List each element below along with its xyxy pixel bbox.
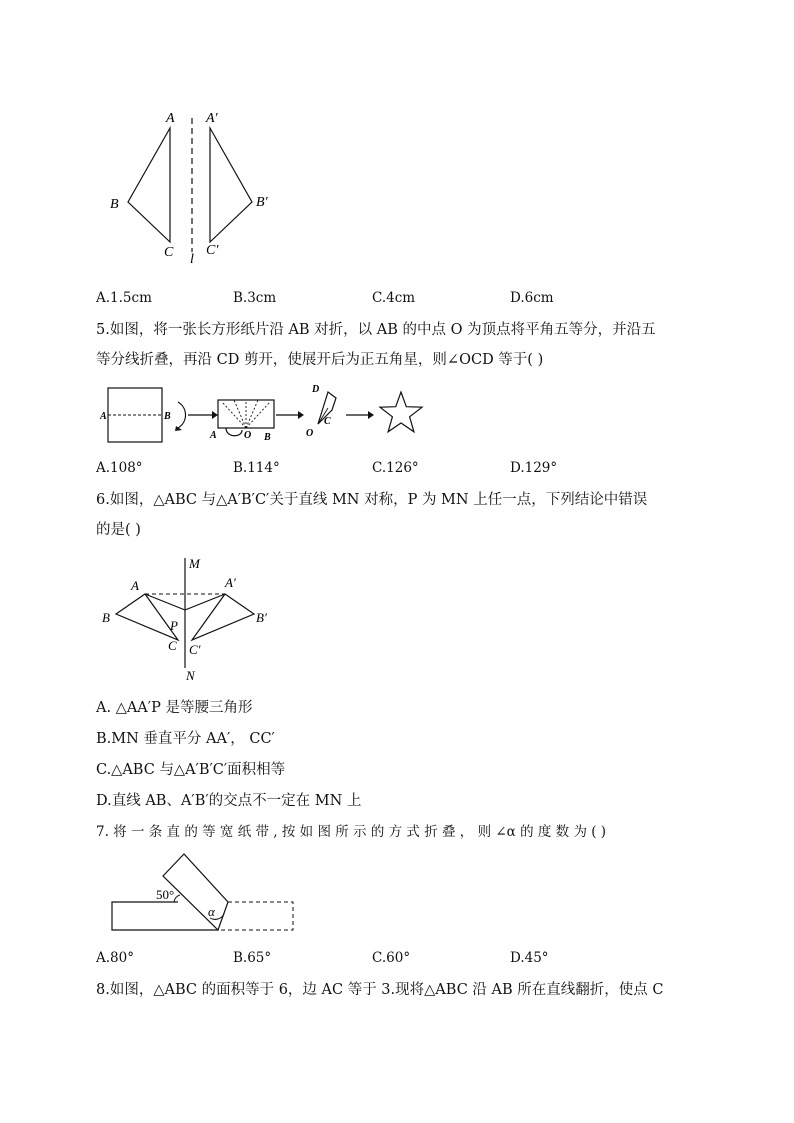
- q7-option-d: D.45°: [510, 950, 549, 966]
- label-O: O: [244, 430, 252, 441]
- q4-option-d: D.6cm: [510, 290, 554, 306]
- star-icon: [380, 392, 422, 432]
- label-O2: O: [306, 428, 314, 439]
- figure-q6-symmetry: [100, 552, 280, 684]
- label-M: M: [189, 556, 200, 571]
- label-B: B: [102, 610, 110, 625]
- triangle-a2b2c2: [210, 128, 252, 242]
- arrow-right-icon: [212, 411, 218, 419]
- figure-q4-reflection: [100, 100, 290, 270]
- q5-option-c: C.126°: [372, 460, 419, 476]
- label-A2: A: [210, 430, 217, 441]
- label-A: A: [131, 578, 139, 593]
- label-alpha: α: [208, 904, 215, 919]
- label-N: N: [186, 668, 195, 683]
- label-B: B: [164, 411, 171, 422]
- arrow-right-icon: [298, 411, 304, 419]
- q6-option-a: A. △AA′P 是等腰三角形: [96, 700, 253, 716]
- triangle-a2b2c2: [192, 594, 254, 640]
- label-P: P: [170, 618, 178, 633]
- q7-option-c: C.60°: [372, 950, 411, 966]
- q5-stem-line1: 5.如图，将一张长方形纸片沿 AB 对折，以 AB 的中点 O 为顶点将平角五等分，并沿五: [96, 322, 656, 338]
- label-C: C: [164, 245, 174, 260]
- label-C2: C′: [206, 243, 219, 258]
- label-B: B: [110, 197, 119, 212]
- triangle-abc: [128, 128, 170, 242]
- figure-q7-paper-strip: [100, 848, 310, 938]
- q6-stem-line2: 的是( ): [96, 522, 141, 538]
- fold-curl-icon: [226, 428, 242, 436]
- q5-option-b: B.114°: [233, 460, 280, 476]
- label-D: D: [312, 384, 320, 395]
- label-B2: B: [264, 432, 271, 443]
- label-C2: C′: [189, 642, 201, 657]
- label-A2: A′: [225, 575, 236, 590]
- label-A2: A′: [206, 111, 218, 126]
- q4-option-b: B.3cm: [233, 290, 277, 306]
- label-B2: B′: [256, 195, 268, 210]
- q7-option-b: B.65°: [233, 950, 272, 966]
- q8-stem-line1: 8.如图，△ABC 的面积等于 6，边 AC 等于 3.现将△ABC 沿 AB 所在直线翻折，使点 C: [96, 982, 664, 998]
- angle-50-arc: [174, 895, 180, 902]
- label-B2: B′: [256, 610, 267, 625]
- q7-stem-line1: 7. 将 一 条 直 的 等 宽 纸 带 , 按 如 图 所 示 的 方 式 折 叠 ， 则 ∠α 的 度 数 为 ( ): [96, 824, 607, 840]
- label-A: A: [166, 111, 175, 126]
- q4-option-a: A.1.5cm: [96, 290, 152, 306]
- fold-arrow-icon: [178, 402, 186, 428]
- label-C: C: [168, 638, 177, 653]
- q7-option-a: A.80°: [96, 950, 134, 966]
- q6-option-b: B.MN 垂直平分 AA′， CC′: [96, 731, 275, 747]
- q5-option-a: A.108°: [96, 460, 143, 476]
- q6-option-d: D.直线 AB、A′B′的交点不一定在 MN 上: [96, 793, 362, 809]
- label-C: C: [324, 416, 331, 427]
- label-50: 50°: [156, 887, 175, 902]
- q6-option-c: C.△ABC 与△A′B′C′面积相等: [96, 762, 286, 778]
- triangle-abc: [116, 594, 178, 640]
- arrow-right-icon: [368, 411, 374, 419]
- strip-dashed: [218, 902, 293, 930]
- label-A: A: [100, 411, 107, 422]
- strip-solid: [112, 902, 218, 930]
- q5-option-d: D.129°: [510, 460, 558, 476]
- q6-stem-line1: 6.如图，△ABC 与△A′B′C′关于直线 MN 对称，P 为 MN 上任一点，下列结论中错误: [96, 492, 648, 508]
- q4-option-c: C.4cm: [372, 290, 416, 306]
- figure-q5-star-folding: [96, 380, 436, 444]
- label-l: l: [190, 252, 194, 267]
- q5-stem-line2: 等分线折叠，再沿 CD 剪开，使展开后为正五角星，则∠OCD 等于( ): [96, 352, 544, 368]
